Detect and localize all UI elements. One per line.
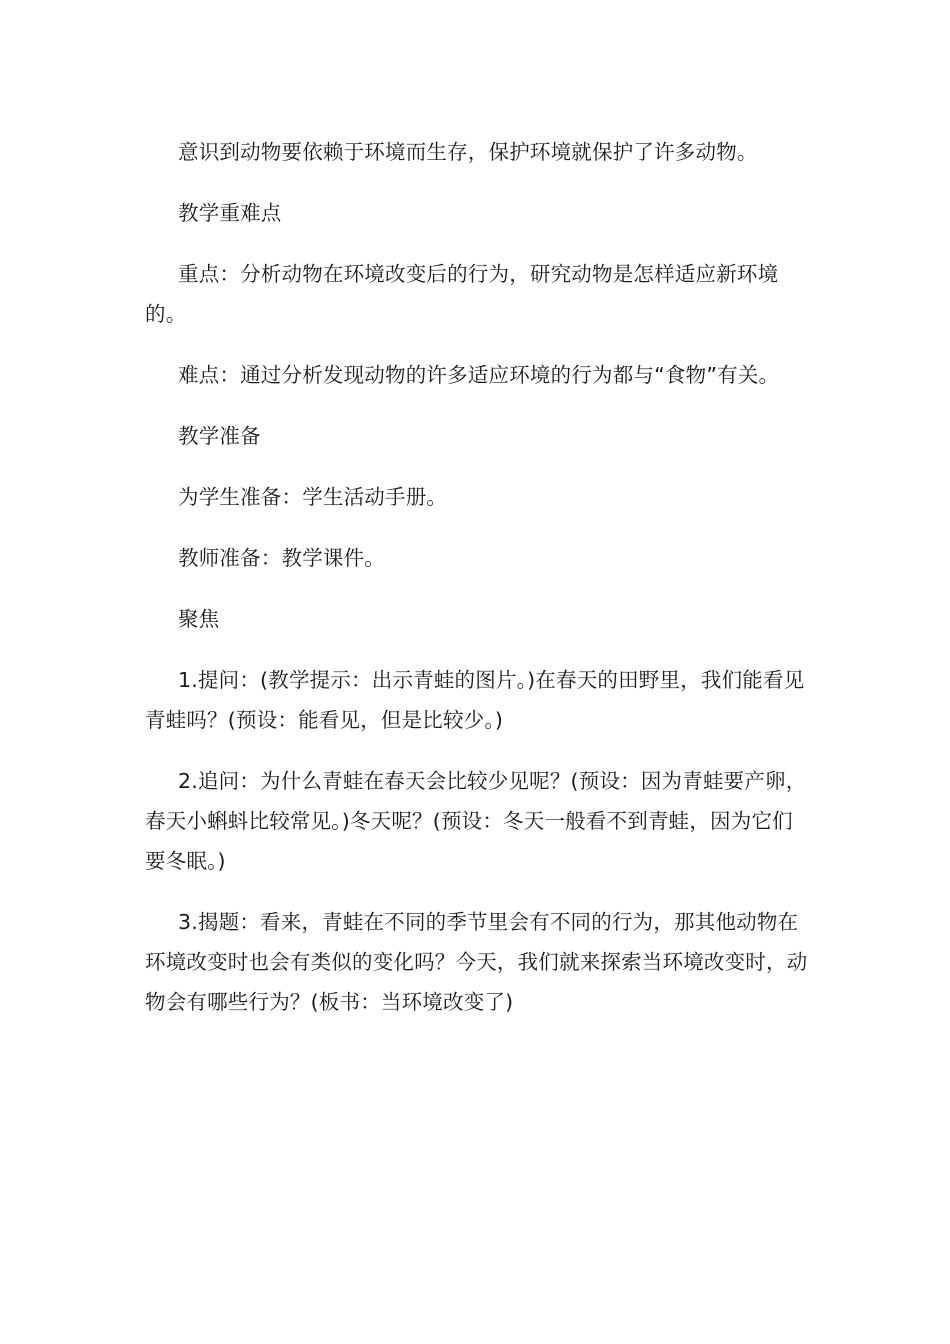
paragraph-key-point: 重点：分析动物在环境改变后的行为，研究动物是怎样适应新环境的。 <box>145 262 779 326</box>
paragraph-difficult-point: 难点：通过分析发现动物的许多适应环境的行为都与“食物”有关。 <box>178 363 780 387</box>
paragraph-question-3: 3.揭题：看来，青蛙在不同的季节里会有不同的行为，那其他动物在环境改变时也会有类似的变化吗？今天，我们就来探索当环境改变时，动物会有哪些行为？(板书：当环境改变了) <box>145 910 808 1014</box>
section-heading-key-difficult-points: 教学重难点 <box>178 201 282 225</box>
section-heading-preparation: 教学准备 <box>178 424 261 448</box>
paragraph-intro: 意识到动物要依赖于环境而生存，保护环境就保护了许多动物。 <box>178 140 758 164</box>
document-body <box>145 132 813 1043</box>
paragraph-teacher-preparation: 教师准备：教学课件。 <box>178 546 385 570</box>
section-heading-focus: 聚焦 <box>178 607 220 631</box>
paragraph-student-preparation: 为学生准备：学生活动手册。 <box>178 485 448 509</box>
paragraph-question-2: 2.追问：为什么青蛙在春天会比较少见呢？(预设：因为青蛙要产卵，春天小蝌蚪比较常见。)冬天呢？(预设：冬天一般看不到青蛙，因为它们要冬眠。) <box>145 769 807 873</box>
paragraph-question-1: 1.提问：(教学提示：出示青蛙的图片。)在春天的田野里，我们能看见青蛙吗？(预设：能看见，但是比较少。) <box>145 668 805 732</box>
